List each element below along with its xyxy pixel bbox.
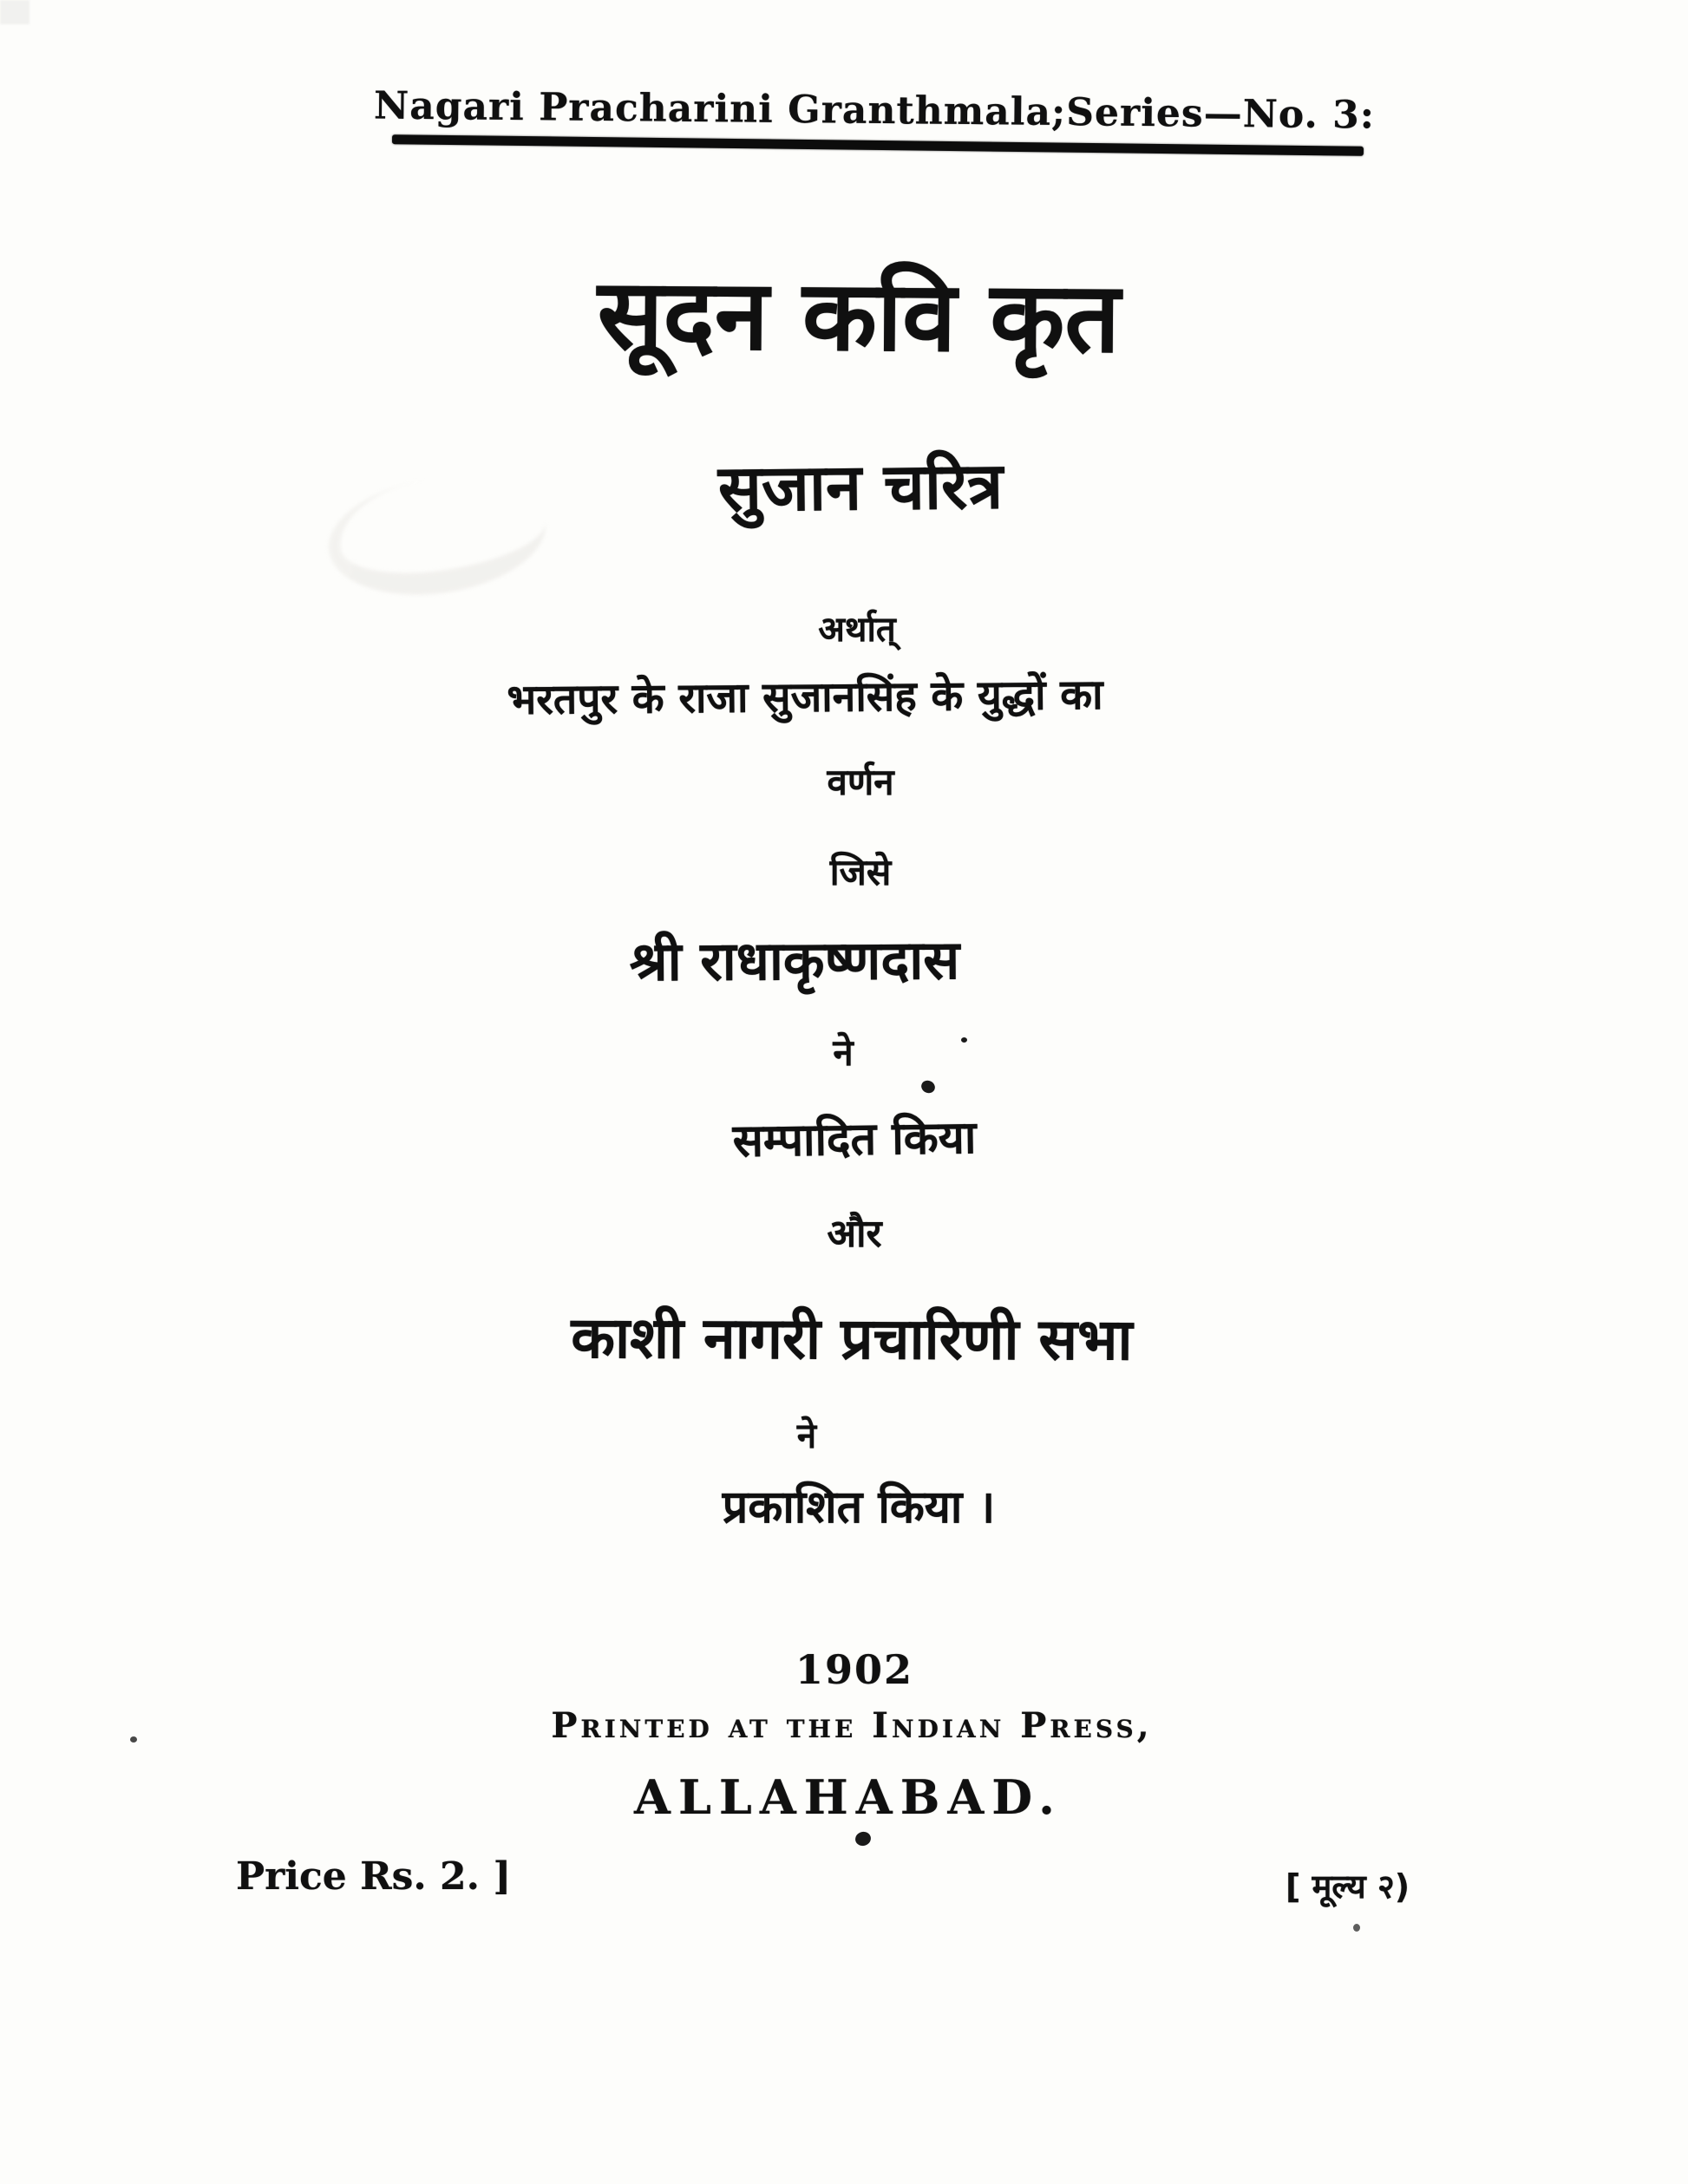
publisher-name: काशी नागरी प्रचारिणी सभा xyxy=(571,1304,1133,1374)
book-main-title: सूदन कवि कृत xyxy=(597,258,1121,376)
price-english: Price Rs. 2. ] xyxy=(236,1854,512,1899)
word-varnan: वर्णन xyxy=(827,761,894,803)
edited-by-line: सम्पादित किया xyxy=(732,1112,977,1167)
description-line: भरतपुर के राजा सुजानसिंह के युद्धों का xyxy=(507,670,1103,724)
word-arthat: अर्थात् xyxy=(818,610,896,650)
word-ne-2: ने xyxy=(796,1416,817,1456)
ink-speck xyxy=(130,1736,137,1743)
scan-smudge-artifact xyxy=(321,464,553,608)
ink-speck xyxy=(961,1037,967,1043)
book-subtitle: सुजान चरित्र xyxy=(717,448,1004,526)
word-aur: और xyxy=(827,1212,882,1256)
editor-name: श्री राधाकृष्णदास xyxy=(629,928,960,993)
city-line: ALLAHABAD. xyxy=(634,1769,1063,1825)
printer-line: Printed at the Indian Press, xyxy=(551,1705,1153,1746)
ink-speck xyxy=(919,1078,937,1095)
ink-speck xyxy=(1353,1924,1360,1932)
price-hindi: [ मूल्य २) xyxy=(1286,1867,1410,1906)
word-jise: जिसे xyxy=(829,851,892,893)
published-by-line: प्रकाशित किया । xyxy=(722,1481,996,1533)
header-underline-rule xyxy=(392,134,1364,156)
series-header: Nagari Pracharini Granthmala;Series—No. 3: xyxy=(373,83,1376,138)
publication-year: 1902 xyxy=(795,1646,914,1693)
ink-blot xyxy=(854,1830,873,1847)
scan-corner-noise xyxy=(0,0,29,24)
word-ne-1: ने xyxy=(833,1031,854,1074)
